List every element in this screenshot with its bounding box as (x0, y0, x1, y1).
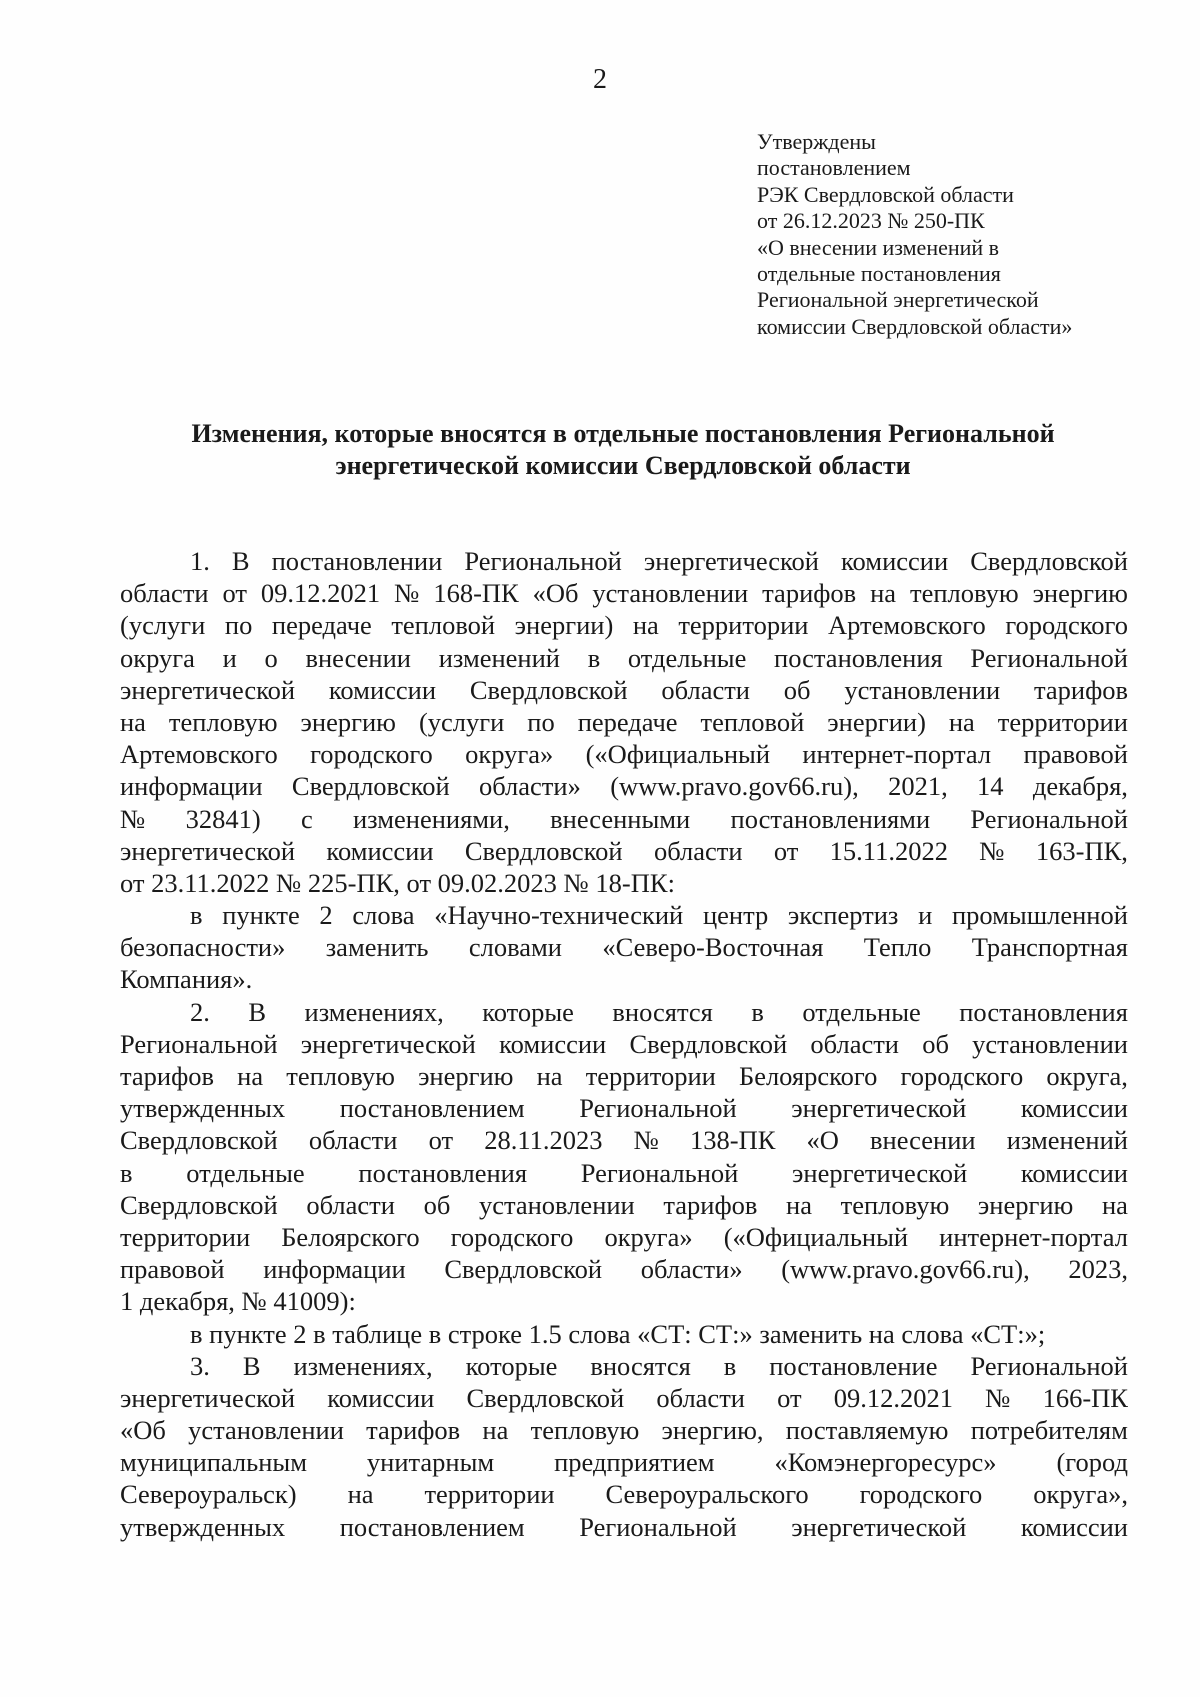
body-line: 2. В изменениях, которые вносятся в отдельные постановления (190, 996, 1128, 1027)
title-line: энергетической комиссии Свердловской области (335, 451, 911, 480)
body-line: Артемовского городского округа» («Официальный интернет-портал правовой (120, 739, 1128, 770)
approval-block (757, 129, 1157, 340)
approval-line: постановлением (757, 155, 911, 181)
body-line: в пункте 2 слова «Научно-технический центр экспертиз и промышленной (190, 900, 1128, 931)
body-line: энергетической комиссии Свердловской области от 15.11.2022 № 163-ПК, (120, 835, 1128, 866)
approval-line: комиссии Свердловской области» (757, 313, 1073, 339)
body-line: на тепловую энергию (услуги по передаче тепловой энергии) на территории (120, 706, 1128, 737)
body-line: в отдельные постановления Региональной энергетической комиссии (120, 1157, 1128, 1188)
body-line: информации Свердловской области» (www.pravo.gov66.ru), 2021, 14 декабря, (120, 771, 1128, 802)
approval-line: отдельные постановления (757, 261, 1001, 287)
body-line: энергетической комиссии Свердловской области об установлении тарифов (120, 674, 1128, 705)
body-line: от 23.11.2022 № 225-ПК, от 09.02.2023 № 18-ПК: (120, 867, 675, 898)
body-line: территории Белоярского городского округа» («Официальный интернет-портал (120, 1221, 1128, 1252)
page-number: 2 (593, 64, 607, 95)
body-line: безопасности» заменить словами «Северо-Восточная Тепло Транспортная (120, 932, 1128, 963)
body-line: «Об установлении тарифов на тепловую энергию, поставляемую потребителям (120, 1415, 1128, 1446)
body-line: утвержденных постановлением Региональной энергетической комиссии (120, 1093, 1128, 1124)
document-body (120, 545, 1128, 1543)
approval-line: Региональной энергетической (757, 287, 1039, 313)
body-line: области от 09.12.2021 № 168-ПК «Об установлении тарифов на тепловую энергию (120, 578, 1128, 609)
body-line: № 32841) с изменениями, внесенными постановлениями Региональной (120, 803, 1128, 834)
body-line: утвержденных постановлением Региональной энергетической комиссии (120, 1511, 1128, 1542)
body-line: округа и о внесении изменений в отдельные постановления Региональной (120, 642, 1128, 673)
approval-line: «О внесении изменений в (757, 234, 1000, 260)
body-line: энергетической комиссии Свердловской области от 09.12.2021 № 166-ПК (120, 1382, 1128, 1413)
body-line: 1. В постановлении Региональной энергетической комиссии Свердловской (190, 546, 1128, 576)
body-line: 1 декабря, № 41009): (120, 1286, 356, 1317)
body-line: Региональной энергетической комиссии Свердловской области об установлении (120, 1028, 1128, 1059)
body-line: Североуральск) на территории Североуральского городского округа», (120, 1479, 1128, 1510)
body-line: муниципальным унитарным предприятием «Комэнергоресурс» (город (120, 1447, 1128, 1478)
title-line: Изменения, которые вносятся в отдельные постановления Региональной (191, 419, 1055, 448)
body-line: Свердловской области от 28.11.2023 № 138-ПК «О внесении изменений (120, 1125, 1128, 1156)
body-line: 3. В изменениях, которые вносятся в постановление Региональной (190, 1350, 1128, 1381)
body-line: правовой информации Свердловской области» (www.pravo.gov66.ru), 2023, (120, 1254, 1128, 1285)
approval-line: РЭК Свердловской области (757, 181, 1014, 207)
body-line: Компания». (120, 964, 253, 995)
body-line: в пункте 2 в таблице в строке 1.5 слова «СТ: СТ:» заменить на слова «СТ:»; (190, 1318, 1046, 1349)
approval-line: Утверждены (757, 129, 876, 154)
document-title (118, 418, 1128, 482)
approval-line: от 26.12.2023 № 250-ПК (757, 208, 985, 234)
body-line: тарифов на тепловую энергию на территории Белоярского городского округа, (120, 1061, 1128, 1091)
body-line: (услуги по передаче тепловой энергии) на территории Артемовского городского (120, 610, 1128, 641)
body-line: Свердловской области об установлении тарифов на тепловую энергию на (120, 1189, 1128, 1220)
